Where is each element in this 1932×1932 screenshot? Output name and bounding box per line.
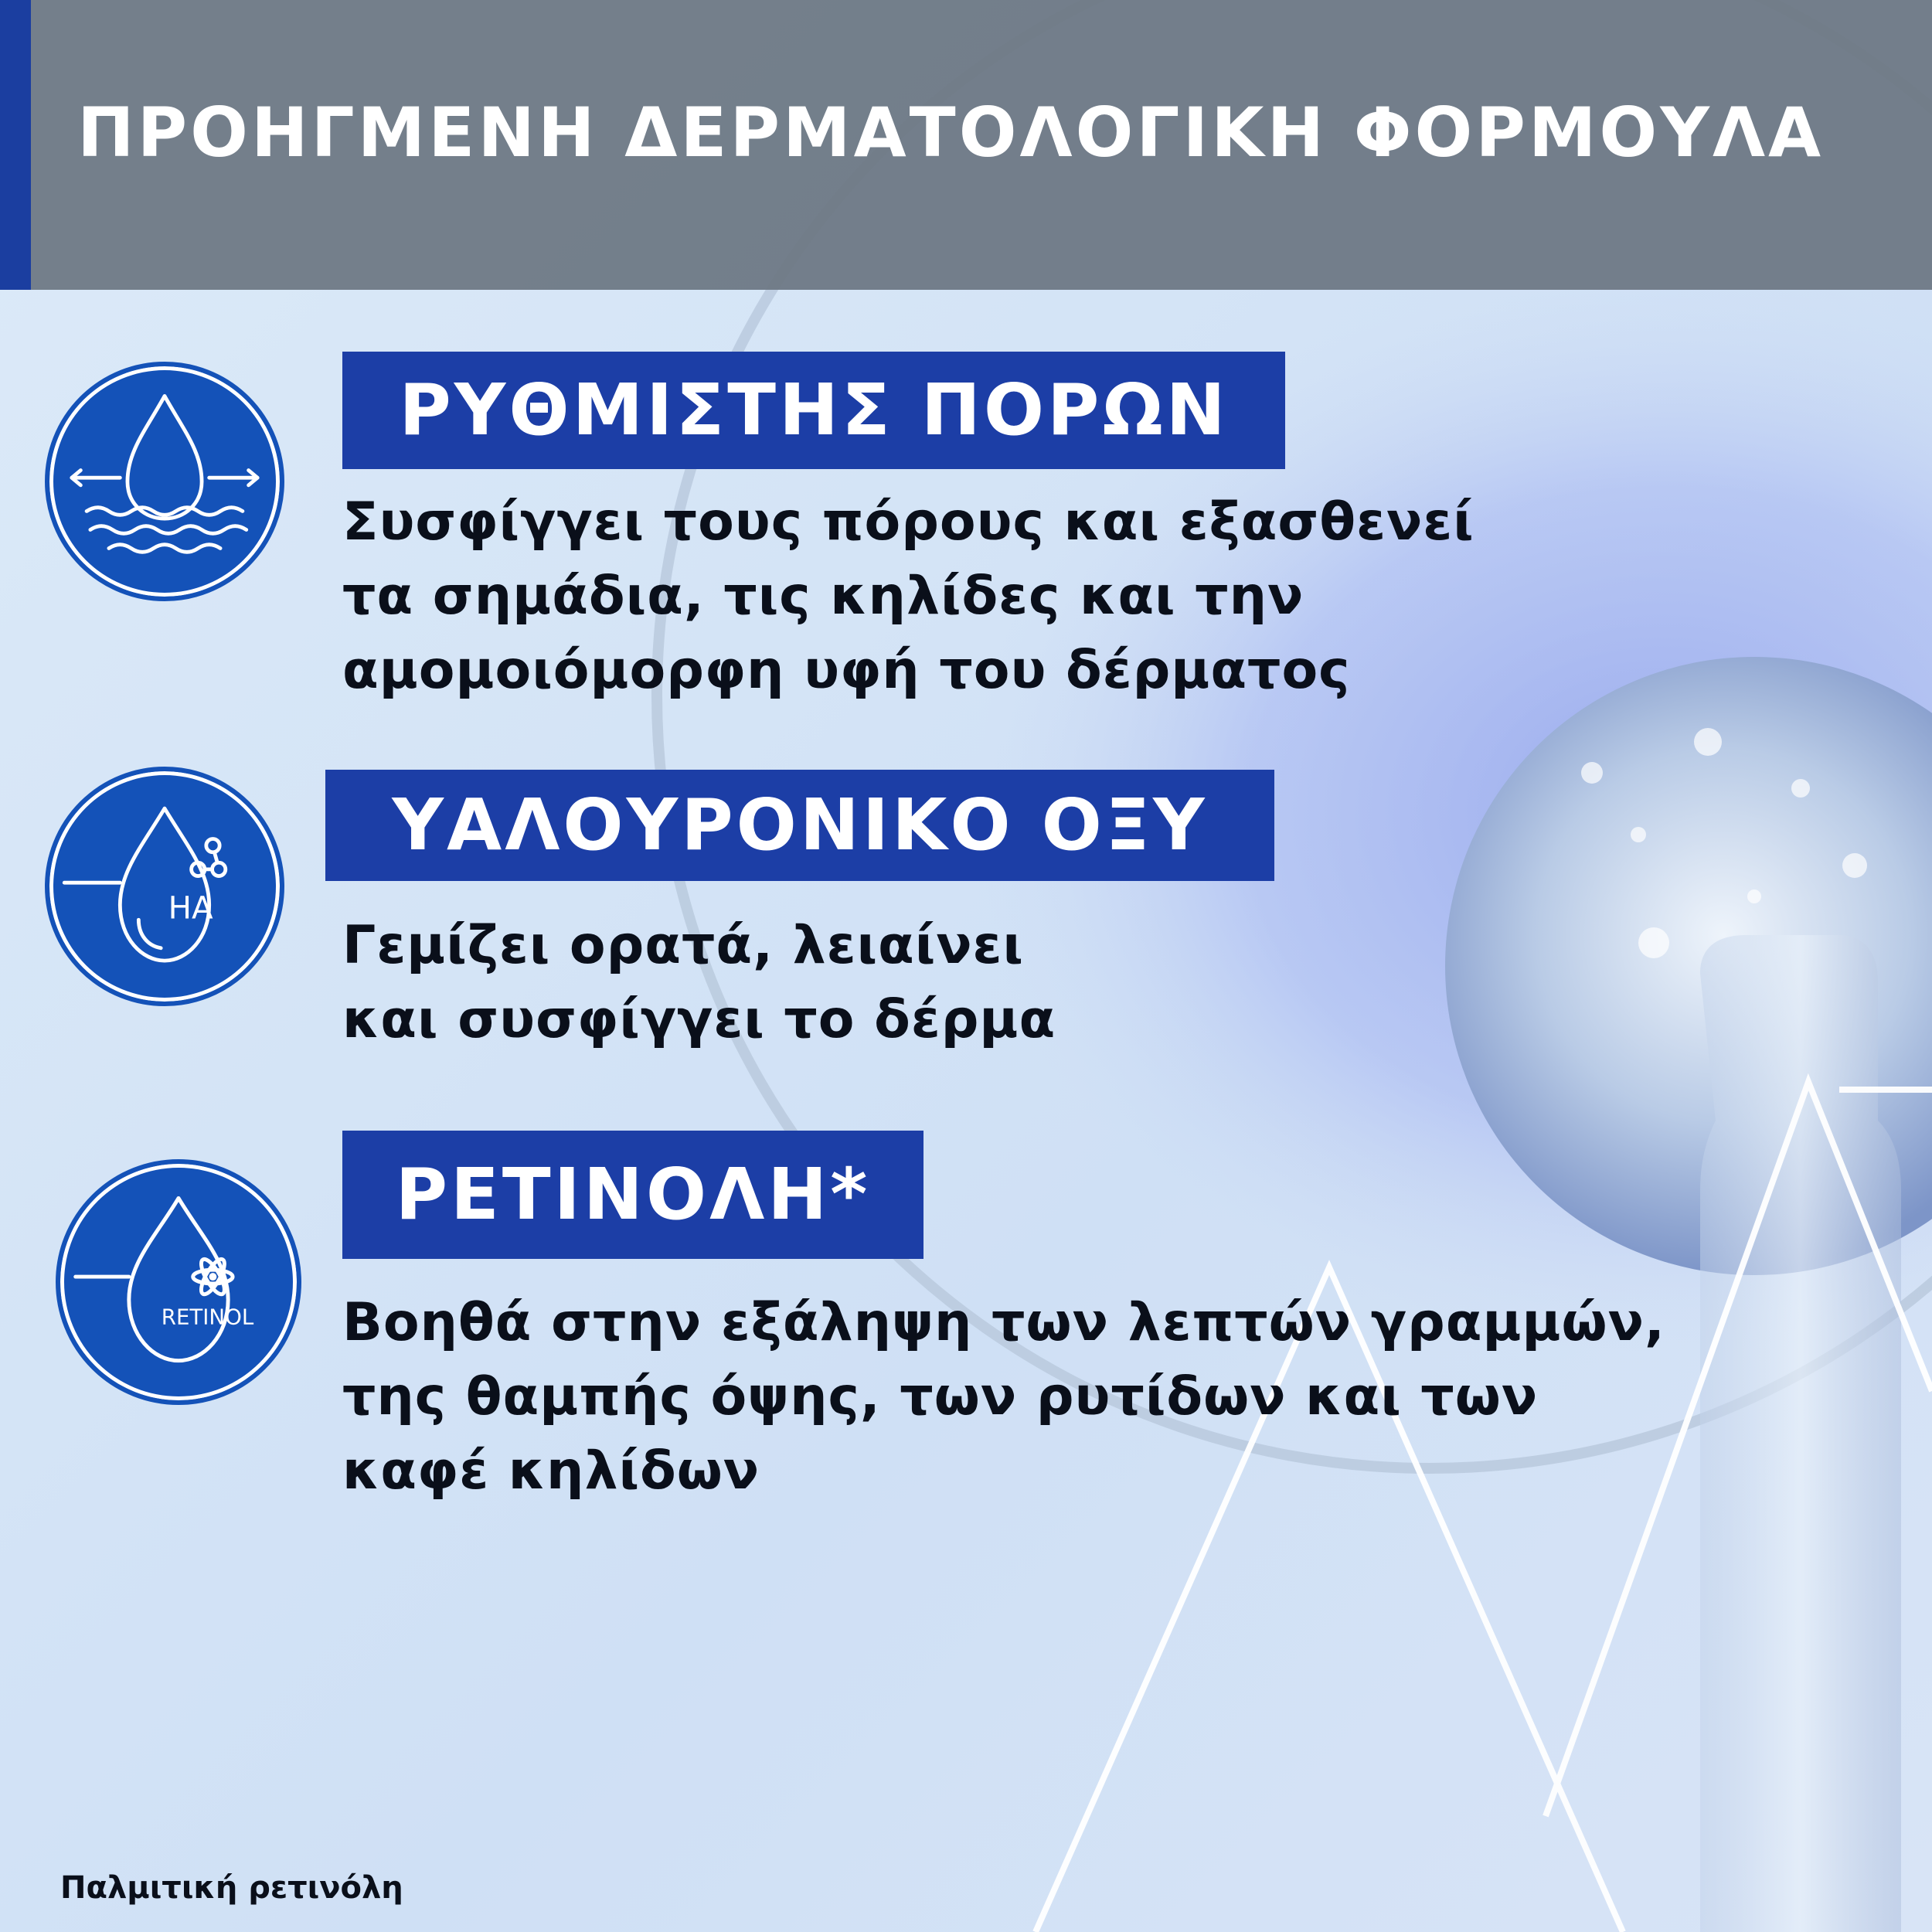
desc-line: καφέ κηλίδων xyxy=(342,1440,760,1502)
header-accent-stripe xyxy=(0,0,31,290)
feature-desc-pores xyxy=(342,485,1475,708)
hyaluronic-acid-drop-icon xyxy=(45,767,284,1006)
desc-line: Βοηθά στην εξάληψη των λεπτών γραμμών, xyxy=(342,1292,1665,1353)
desc-line: αμομοιόμορφη υφή του δέρματος xyxy=(342,640,1351,701)
feature-desc-retinol xyxy=(342,1286,1665,1509)
retinol-drop-icon xyxy=(56,1159,301,1405)
water-drop-pores-icon xyxy=(45,362,284,601)
desc-line: της θαμπής όψης, των ρυτίδων και των xyxy=(342,1366,1539,1427)
desc-line: Συσφίγγει τους πόρους και εξασθενεί xyxy=(342,492,1475,553)
feature-title-hyaluronic: ΥΑΛΟΥΡΟΝΙΚΟ ΟΞΥ xyxy=(325,770,1274,881)
desc-line: τα σημάδια, τις κηλίδες και την xyxy=(342,566,1304,627)
feature-title-pores: ΡΥΘΜΙΣΤΗΣ ΠΟΡΩΝ xyxy=(342,352,1285,469)
page-title: ΠΡΟΗΓΜΕΝΗ ΔΕΡΜΑΤΟΛΟΓΙΚΗ ΦΟΡΜΟΥΛΑ xyxy=(77,93,1825,172)
desc-line: και συσφίγγει το δέρμα xyxy=(342,989,1056,1050)
retinol-icon-label: RETINOL xyxy=(161,1304,254,1330)
footnote: Παλμιτική ρετινόλη xyxy=(60,1870,403,1906)
feature-desc-hyaluronic xyxy=(342,909,1056,1057)
feature-title-retinol: ΡΕΤΙΝΟΛΗ* xyxy=(342,1131,923,1259)
desc-line: Γεμίζει ορατά, λειαίνει xyxy=(342,915,1024,976)
header-bar xyxy=(0,0,1932,290)
ha-icon-label: HA xyxy=(168,889,213,927)
